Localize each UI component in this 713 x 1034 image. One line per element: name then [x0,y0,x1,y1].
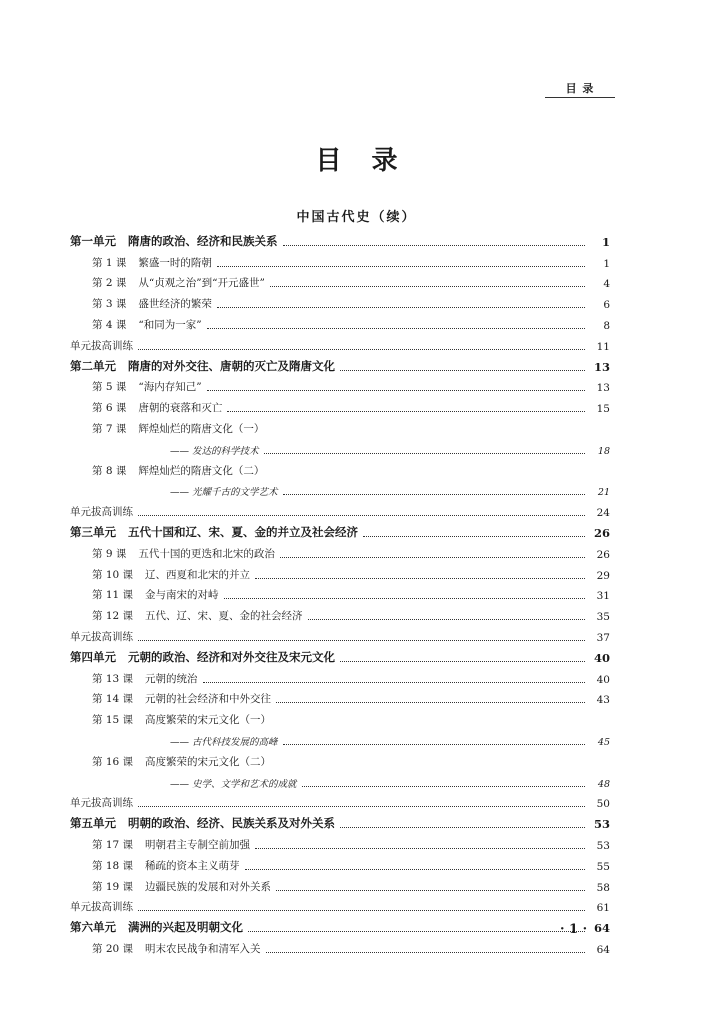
toc-entry-drill [70,498,610,519]
toc-entry-title: 五代十国和辽、宋、夏、金的并立及社会经济 [128,524,358,539]
toc-entry-label [92,421,266,436]
toc-entry-number: 第 20 课 [92,942,134,955]
toc-entry-title: 隋唐的对外交往、唐朝的灭亡及隋唐文化 [128,358,335,373]
toc-entry-page: 18 [597,445,610,457]
toc-entry-sub-title [70,457,610,478]
leader-dots [207,318,585,329]
toc-entry-title: 明末农民战争和清军入关 [145,942,261,955]
toc-entry-label [170,484,280,498]
toc-entry-sub-title [70,748,610,769]
page-number: · 1 · [560,922,588,937]
toc-entry-label [92,567,252,582]
toc-entry-lesson [70,249,610,270]
toc-entry-label [92,941,263,956]
toc-entry-title: 元朝的社会经济和中外交往 [145,693,272,706]
toc-entry-title: 边疆民族的发展和对外关系 [145,880,272,893]
toc-entry-label [170,734,280,748]
toc-entry-label [92,691,273,706]
toc-entry-sub [70,478,610,499]
toc-entry-unit [70,914,610,935]
toc-entry-number: 第 10 课 [92,568,134,581]
toc-entry-title: —— 史学、文学和艺术的成就 [170,778,297,790]
toc-entry-page: 55 [596,860,610,873]
leader-dots [283,734,585,745]
toc-entry-lesson [70,852,610,873]
toc-entry-title: 元朝的政治、经济和对外交往及宋元文化 [128,649,335,664]
toc-entry-lesson [70,540,610,561]
toc-entry-lesson [70,935,610,956]
toc-entry-page: 26 [593,525,610,540]
page-title: 目录 [315,146,428,176]
leader-dots [255,568,585,579]
toc-entry-title: —— 发达的科学技术 [170,445,259,457]
toc-entry-number: 第 15 课 [92,714,134,727]
toc-entry-unit [70,810,610,831]
section-title: 中国古代史（续） [296,210,417,225]
leader-dots [340,651,585,662]
toc-entry-label [92,858,242,873]
toc-entry-label [92,463,266,478]
toc-entry-title: 满洲的兴起及明朝文化 [128,920,243,935]
leader-dots [217,256,585,267]
toc-entry-lesson [70,686,610,707]
toc-entry-number: 第 7 课 [92,422,127,435]
toc-entry-lesson [70,394,610,415]
toc-entry-page: 40 [593,650,610,665]
toc-entry-page: 61 [596,902,610,915]
toc-entry-page: 1 [601,234,610,249]
toc-entry-number: 第 12 课 [92,610,134,623]
toc-entry-title: 单元拔高训练 [70,506,133,519]
toc-entry-label [92,608,305,623]
leader-dots [340,360,585,371]
toc-entry-number: 第六单元 [70,920,116,935]
leader-dots [266,942,585,953]
toc-entry-title: 辉煌灿烂的隋唐文化（一） [138,422,265,435]
toc-entry-title: 单元拔高训练 [70,901,133,914]
toc-entry-title: 单元拔高训练 [70,797,133,810]
toc-entry-number: 第 9 课 [92,547,127,560]
leader-dots [280,547,585,558]
toc-entry-page: 1 [603,257,610,270]
toc-entry-page: 43 [596,694,610,707]
toc-entry-lesson [70,665,610,686]
toc-entry-page: 26 [596,548,610,561]
toc-entry-title: 隋唐的政治、经济和民族关系 [128,233,278,248]
toc-entry-number: 第二单元 [70,358,116,373]
toc-entry-lesson [70,831,610,852]
toc-entry-sub-title [70,706,610,727]
leader-dots [138,339,585,350]
leader-dots [283,484,585,495]
toc-entry-unit [70,353,610,374]
toc-entry-number: 第 13 课 [92,672,134,685]
toc-entry-lesson [70,602,610,623]
toc-entry-number: 第五单元 [70,816,116,831]
toc-entry-page: 50 [596,798,610,811]
toc-entry-title: “和同为一家” [138,318,202,331]
toc-entry-sub [70,769,610,790]
leader-dots [217,297,585,308]
toc-entry-title: 繁盛一时的隋朝 [138,256,212,269]
toc-entry-number: 第 3 课 [92,298,127,311]
toc-entry-lesson [70,374,610,395]
toc-entry-title: 高度繁荣的宋元文化（一） [145,714,272,727]
leader-dots [340,817,585,828]
toc-entry-title: —— 古代科技发展的高峰 [170,736,278,748]
toc-entry-unit [70,644,610,665]
toc-entry-number: 第 5 课 [92,381,127,394]
toc-entry-page: 31 [596,590,610,603]
toc-entry-number: 第三单元 [70,524,116,539]
toc-entry-label [70,629,135,644]
leader-dots [283,235,586,246]
leader-dots [270,276,585,287]
toc-entry-label [92,275,267,290]
toc-entry-label [70,919,245,935]
toc-entry-label [92,400,224,415]
toc-entry-label [92,879,273,894]
toc-entry-page: 48 [597,778,610,790]
leader-dots [363,526,585,537]
toc-entry-page: 64 [596,943,610,956]
toc-entry-lesson [70,873,610,894]
leader-dots [264,443,585,454]
toc-entry-label [92,671,200,686]
leader-dots [245,859,585,870]
toc-entry-page: 53 [593,817,610,832]
toc-entry-page: 53 [596,839,610,852]
toc-entry-label [92,546,277,561]
toc-entry-page: 15 [596,403,610,416]
toc-entry-drill [70,623,610,644]
toc-entry-unit [70,228,610,249]
toc-entry-label [70,233,280,249]
toc-entry-label [92,837,252,852]
leader-dots [248,921,585,932]
toc-entry-page: 4 [603,278,610,291]
toc-entry-number: 第 17 课 [92,838,134,851]
toc-entry-label [170,776,299,790]
toc-entry-lesson [70,270,610,291]
toc-entry-label [170,443,261,457]
toc-entry-label [70,338,135,353]
toc-entry-number: 第 2 课 [92,277,127,290]
toc-entry-page: 13 [596,382,610,395]
toc-entry-label [92,712,273,727]
toc-entry-title: 盛世经济的繁荣 [138,298,212,311]
toc-entry-title: —— 光耀千古的文学艺术 [170,487,278,499]
toc-entry-label [92,296,214,311]
leader-dots [138,796,585,807]
toc-entry-label [70,504,135,519]
toc-entry-number: 第 14 课 [92,693,134,706]
leader-dots [255,838,585,849]
toc-entry-label [92,317,204,332]
toc-entry-label [92,255,214,270]
toc-entry-page: 40 [596,673,610,686]
toc-entry-page: 35 [596,611,610,624]
toc-entry-number: 第 6 课 [92,402,127,415]
toc-entry-title: 唐朝的衰落和灭亡 [138,402,223,415]
leader-dots [203,672,585,683]
toc-entry-title: 明朝的政治、经济、民族关系及对外关系 [128,816,335,831]
toc-entry-number: 第 4 课 [92,318,127,331]
toc-entry-number: 第 19 课 [92,880,134,893]
toc-entry-label [70,795,135,810]
leader-dots [224,588,585,599]
leader-dots [276,880,585,891]
toc-entry-title: 元朝的统治 [145,672,198,685]
leader-dots [302,776,585,787]
toc-entry-page: 64 [593,921,610,936]
leader-dots [276,692,585,703]
toc-entry-label [92,379,204,394]
toc-entry-title: 单元拔高训练 [70,630,133,643]
toc-entry-title: 单元拔高训练 [70,339,133,352]
toc-entry-title: 辉煌灿烂的隋唐文化（二） [138,464,265,477]
toc-entry-title: 稀疏的资本主义萌芽 [145,859,240,872]
leader-dots [308,609,585,620]
toc-entry-title: 金与南宋的对峙 [145,589,219,602]
toc-entry-lesson [70,561,610,582]
toc-entry-number: 第一单元 [70,233,116,248]
toc-entry-page: 45 [597,736,610,748]
toc-entry-page: 8 [603,319,610,332]
toc-entry-label [70,524,360,540]
leader-dots [207,380,585,391]
toc-entry-lesson [70,582,610,603]
toc-entry-number: 第 16 课 [92,755,134,768]
toc-entry-number: 第 11 课 [92,589,134,602]
toc-entry-drill [70,894,610,915]
table-of-contents [70,228,610,956]
toc-entry-page: 29 [596,569,610,582]
toc-entry-number: 第 8 课 [92,464,127,477]
toc-entry-drill [70,332,610,353]
toc-entry-title: “海内存知己” [138,381,202,394]
toc-entry-lesson [70,311,610,332]
toc-entry-page: 21 [597,487,610,499]
toc-entry-label [70,649,337,665]
toc-entry-sub [70,727,610,748]
toc-entry-label [92,754,273,769]
toc-entry-label [70,358,337,374]
toc-entry-page: 13 [593,359,610,374]
leader-dots [138,505,585,516]
leader-dots [227,401,585,412]
toc-entry-sub-title [70,415,610,436]
leader-dots [138,630,585,641]
toc-entry-page: 58 [596,881,610,894]
toc-entry-page: 37 [596,631,610,644]
toc-entry-number: 第 18 课 [92,859,134,872]
toc-entry-lesson [70,290,610,311]
toc-entry-title: 五代十国的更迭和北宋的政治 [138,547,275,560]
toc-entry-title: 辽、西夏和北宋的并立 [145,568,251,581]
toc-entry-page: 6 [603,299,610,312]
leader-dots [138,900,585,911]
toc-entry-label [70,899,135,914]
toc-entry-drill [70,790,610,811]
toc-entry-title: 五代、辽、宋、夏、金的社会经济 [145,610,303,623]
toc-entry-page: 11 [596,340,610,353]
toc-entry-title: 从“贞观之治”到“开元盛世” [138,277,265,290]
toc-entry-label [92,587,221,602]
toc-entry-sub [70,436,610,457]
toc-entry-title: 明朝君主专制空前加强 [145,838,251,851]
toc-entry-unit [70,519,610,540]
toc-entry-page: 24 [596,507,610,520]
toc-entry-label [70,815,337,831]
toc-entry-number: 第 1 课 [92,256,127,269]
toc-entry-title: 高度繁荣的宋元文化（二） [145,755,272,768]
running-header: 目 录 [545,80,615,98]
toc-entry-number: 第四单元 [70,649,116,664]
